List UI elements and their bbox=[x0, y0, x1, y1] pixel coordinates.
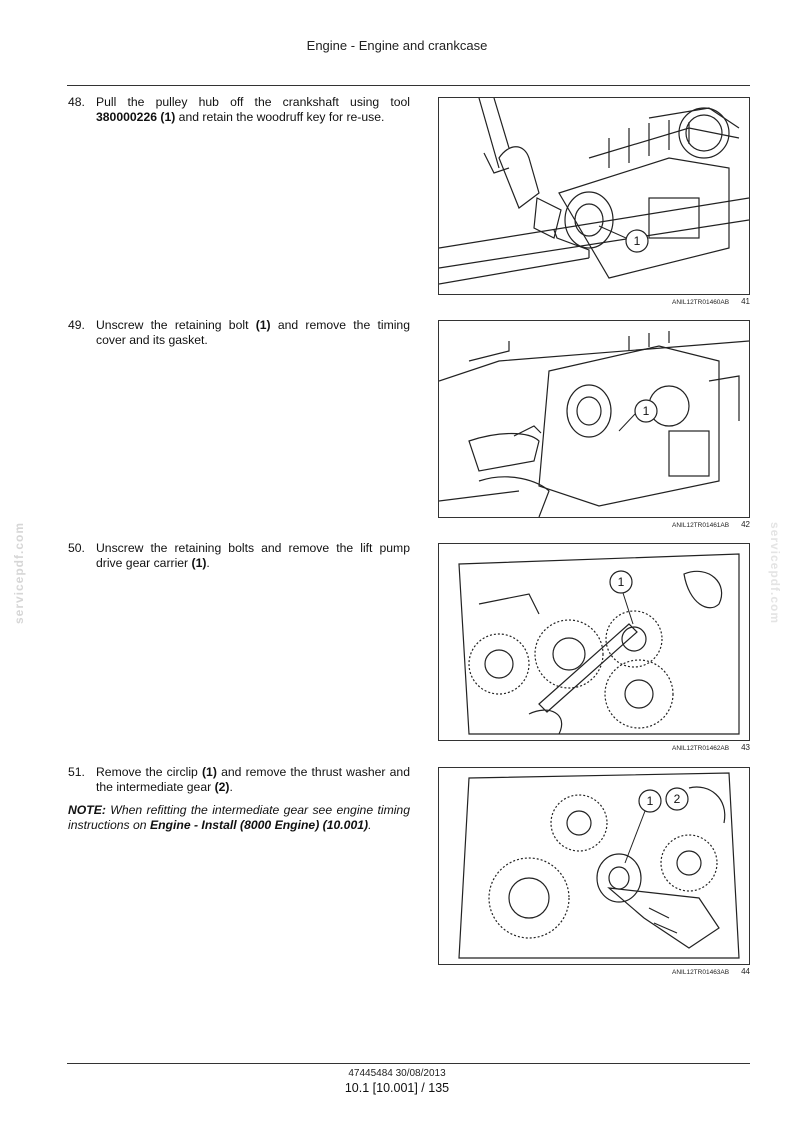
watermark-right: servicepdf.com bbox=[768, 521, 783, 625]
svg-text:1: 1 bbox=[646, 794, 654, 808]
intermediate-gear-illustration bbox=[439, 768, 749, 964]
figure-42-image bbox=[438, 320, 750, 518]
figure-43-image bbox=[438, 543, 750, 741]
step-text: Unscrew the retaining bolt (1) and remove the timing cover and its gasket. bbox=[96, 318, 410, 347]
figure-number: 44 bbox=[741, 967, 750, 976]
figure-44-caption bbox=[438, 967, 750, 976]
figure-code: ANIL12TR01460AB bbox=[672, 299, 730, 306]
step-number: 50. bbox=[68, 541, 85, 555]
callout-1 bbox=[610, 571, 632, 593]
gear-carrier-illustration bbox=[439, 544, 749, 740]
step-text: Remove the circlip (1) and remove the thrust washer and the intermediate gear (2). bbox=[96, 765, 410, 794]
callout-2 bbox=[666, 788, 688, 810]
svg-text:1: 1 bbox=[633, 234, 641, 248]
callout-1 bbox=[626, 230, 648, 252]
figure-42-caption bbox=[438, 520, 750, 529]
svg-text:1: 1 bbox=[617, 575, 625, 589]
step-text: Pull the pulley hub off the crankshaft using tool 380000226 (1) and retain the woodruff key for re-use. bbox=[96, 95, 410, 124]
figure-number: 41 bbox=[741, 297, 750, 306]
step-note: NOTE: When refitting the intermediate gear see engine timing instructions on Engine - Install (8000 Engine) (10.001). bbox=[68, 803, 410, 832]
step-number: 49. bbox=[68, 318, 85, 332]
figure-code: ANIL12TR01461AB bbox=[672, 522, 730, 529]
step-number: 48. bbox=[68, 95, 85, 109]
figure-code: ANIL12TR01463AB bbox=[672, 969, 730, 976]
header-rule bbox=[67, 85, 750, 86]
svg-text:2: 2 bbox=[673, 792, 681, 806]
timing-cover-illustration bbox=[439, 321, 749, 517]
note-link[interactable]: Engine - Install (8000 Engine) (10.001) bbox=[149, 818, 369, 832]
footer-document-id: 47445484 30/08/2013 bbox=[348, 1068, 446, 1079]
step-text: Unscrew the retaining bolts and remove the lift pump drive gear carrier (1). bbox=[96, 541, 410, 570]
page-header-title: Engine - Engine and crankcase bbox=[306, 38, 488, 53]
step-48 bbox=[68, 95, 410, 125]
step-51 bbox=[68, 765, 410, 833]
callout-1 bbox=[635, 400, 657, 422]
footer-rule bbox=[67, 1063, 750, 1064]
figure-44-image bbox=[438, 767, 750, 965]
note-label: NOTE: bbox=[68, 803, 106, 817]
step-49 bbox=[68, 318, 410, 348]
callout-1 bbox=[639, 790, 661, 812]
figure-41-caption bbox=[438, 297, 750, 306]
figure-43-caption bbox=[438, 743, 750, 752]
figure-41-image bbox=[438, 97, 750, 295]
step-number: 51. bbox=[68, 765, 85, 779]
figure-number: 43 bbox=[741, 743, 750, 752]
figure-number: 42 bbox=[741, 520, 750, 529]
step-50 bbox=[68, 541, 410, 571]
watermark-left: servicepdf.com bbox=[12, 521, 27, 625]
svg-text:1: 1 bbox=[642, 404, 650, 418]
engine-pulley-illustration bbox=[439, 98, 749, 294]
footer-page-number: 10.1 [10.001] / 135 bbox=[344, 1081, 450, 1095]
figure-code: ANIL12TR01462AB bbox=[672, 745, 730, 752]
